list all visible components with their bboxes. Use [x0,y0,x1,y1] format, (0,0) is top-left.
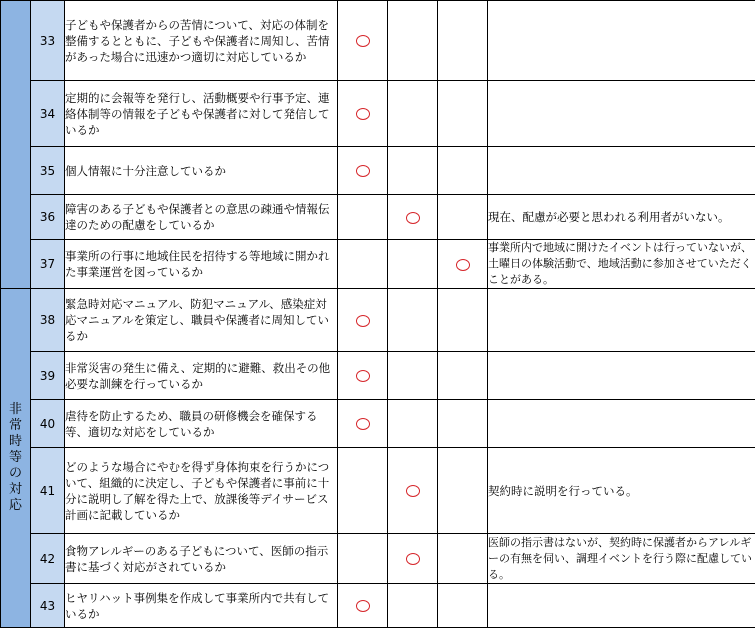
item-number: 38 [31,289,65,352]
mark-col-3 [438,81,488,147]
table-row [1,147,755,195]
item-number: 41 [31,448,65,534]
table-row [1,81,755,147]
mark-col-1 [338,448,388,534]
note-cell [488,352,755,400]
mark-col-1 [338,352,388,400]
item-text: 定期的に会報等を発行し、活動概要や行事予定、連絡体制等の情報を子どもや保護者に対して発信しているか [65,81,338,147]
item-number: 42 [31,534,65,584]
item-number: 40 [31,400,65,448]
mark-col-1 [338,81,388,147]
mark-col-2 [388,400,438,448]
mark-col-3 [438,534,488,584]
note-cell [488,584,755,628]
note-cell [488,289,755,352]
table-row [1,400,755,448]
item-number: 36 [31,195,65,240]
table-row [1,1,755,81]
item-text: 緊急時対応マニュアル、防犯マニュアル、感染症対応マニュアルを策定し、職員や保護者に周知しているか [65,289,338,352]
mark-col-3 [438,240,488,289]
mark-col-1 [338,534,388,584]
mark-col-1 [338,1,388,81]
item-text: 虐待を防止するため、職員の研修機会を確保する等、適切な対応をしているか [65,400,338,448]
mark-col-1 [338,147,388,195]
note-cell: 医師の指示書はないが、契約時に保護者からアレルギーの有無を伺い、調理イベントを行う際に配慮している。 [488,534,755,584]
item-text: 食物アレルギーのある子どもについて、医師の指示書に基づく対応がされているか [65,534,338,584]
category-cell-blank [1,1,31,289]
item-number: 39 [31,352,65,400]
item-number: 35 [31,147,65,195]
circle-mark-icon [356,35,370,47]
mark-col-2 [388,584,438,628]
circle-mark-icon [356,315,370,327]
mark-col-2 [388,534,438,584]
circle-mark-icon [356,418,370,430]
table-row [1,584,755,628]
item-text: 個人情報に十分注意しているか [65,147,338,195]
note-cell: 現在、配慮が必要と思われる利用者がいない。 [488,195,755,240]
circle-mark-icon [406,485,420,497]
table-row [1,448,755,534]
circle-mark-icon [406,553,420,565]
note-cell [488,1,755,81]
table-row [1,195,755,240]
item-text: 障害のある子どもや保護者との意思の疎通や情報伝達のための配慮をしているか [65,195,338,240]
mark-col-1 [338,584,388,628]
item-number: 34 [31,81,65,147]
mark-col-2 [388,289,438,352]
note-cell [488,147,755,195]
circle-mark-icon [356,600,370,612]
table-row [1,289,755,352]
mark-col-2 [388,448,438,534]
table-row [1,534,755,584]
mark-col-3 [438,448,488,534]
table-row [1,240,755,289]
table-row [1,352,755,400]
mark-col-2 [388,240,438,289]
mark-col-1 [338,400,388,448]
mark-col-2 [388,195,438,240]
mark-col-3 [438,147,488,195]
mark-col-2 [388,81,438,147]
note-cell [488,400,755,448]
mark-col-1 [338,240,388,289]
circle-mark-icon [356,370,370,382]
circle-mark-icon [356,108,370,120]
category-cell-emergency [1,289,31,628]
mark-col-2 [388,352,438,400]
mark-col-2 [388,1,438,81]
mark-col-3 [438,195,488,240]
circle-mark-icon [356,165,370,177]
circle-mark-icon [406,212,420,224]
item-number: 33 [31,1,65,81]
mark-col-3 [438,352,488,400]
mark-col-3 [438,584,488,628]
mark-col-2 [388,147,438,195]
note-cell [488,81,755,147]
mark-col-3 [438,400,488,448]
mark-col-3 [438,1,488,81]
item-text: 非常災害の発生に備え、定期的に避難、救出その他必要な訓練を行っているか [65,352,338,400]
category-label: 非常時等の対応 [9,402,23,514]
item-number: 43 [31,584,65,628]
item-text: ヒヤリハット事例集を作成して事業所内で共有しているか [65,584,338,628]
note-cell: 契約時に説明を行っている。 [488,448,755,534]
item-text: どのような場合にやむを得ず身体拘束を行うかについて、組織的に決定し、子どもや保護者に事前に十分に説明し了解を得た上で、放課後等デイサービス計画に記載しているか [65,448,338,534]
item-text: 事業所の行事に地域住民を招待する等地域に開かれた事業運営を図っているか [65,240,338,289]
item-text: 子どもや保護者からの苦情について、対応の体制を整備するとともに、子どもや保護者に周知し、苦情があった場合に迅速かつ適切に対応しているか [65,1,338,81]
item-number: 37 [31,240,65,289]
mark-col-3 [438,289,488,352]
note-cell: 事業所内で地域に開けたイベントは行っていないが、土曜日の体験活動で、地域活動に参加させていただくことがある。 [488,240,755,289]
mark-col-1 [338,289,388,352]
circle-mark-icon [456,259,470,271]
mark-col-1 [338,195,388,240]
